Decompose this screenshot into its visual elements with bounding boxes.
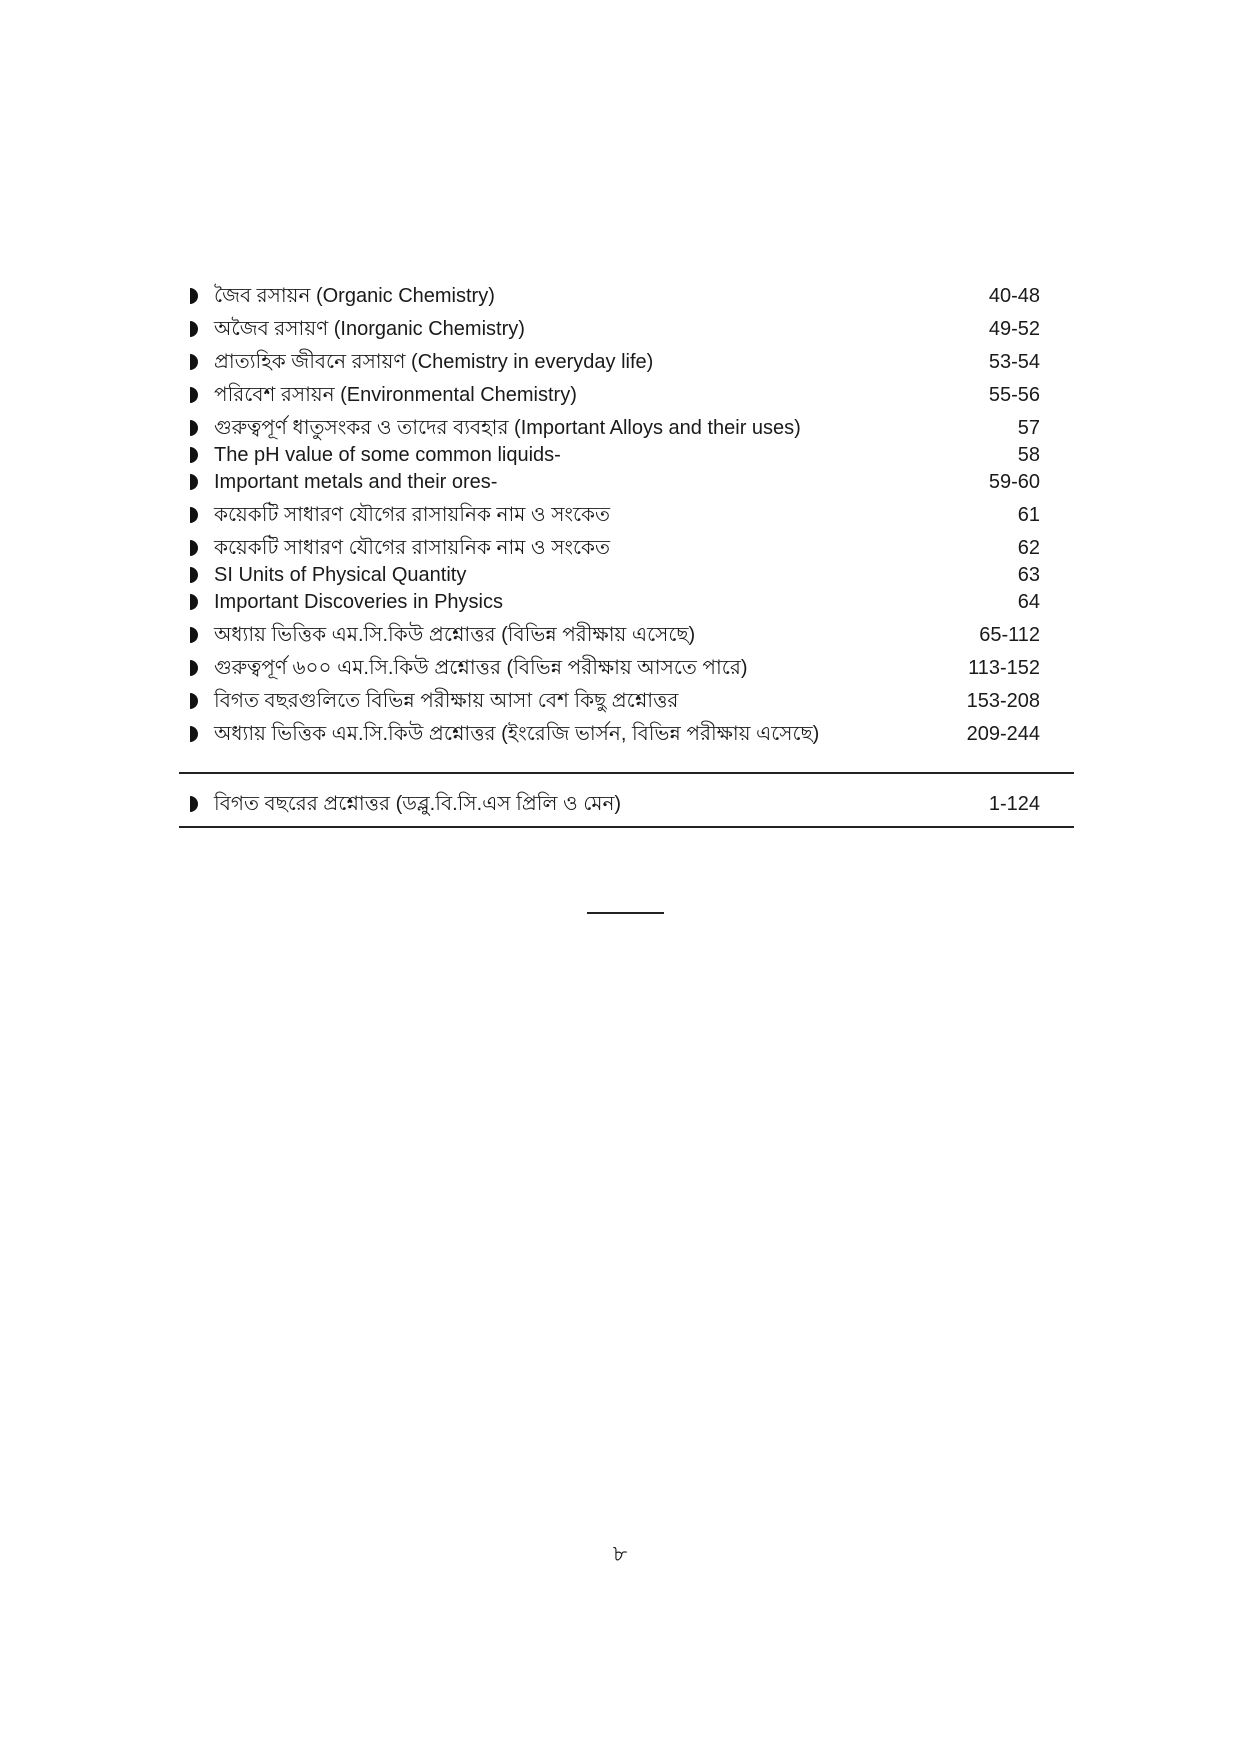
- table-of-contents: [190, 284, 1040, 755]
- half-circle-bullet-icon: [190, 354, 198, 370]
- toc-entry: [190, 722, 1040, 755]
- toc-entry: [190, 383, 1040, 416]
- half-circle-bullet-icon: [190, 321, 198, 337]
- toc-entry: [190, 284, 1040, 317]
- toc-entry-title: বিগত বছরগুলিতে বিভিন্ন পরীক্ষায় আসা বেশ কিছু প্রশ্নোত্তর: [214, 690, 679, 712]
- toc-entry: [190, 590, 1040, 623]
- toc-entry: [190, 563, 1040, 590]
- half-circle-bullet-icon: [190, 567, 198, 583]
- toc-entry: [190, 443, 1040, 470]
- toc-entry: [190, 350, 1040, 383]
- toc-entry: [190, 503, 1040, 536]
- toc-entry-pages: 55-56: [988, 384, 1040, 406]
- toc-entry-title: গুরুত্বপূর্ণ ৬০০ এম.সি.কিউ প্রশ্নোত্তর (বিভিন্ন পরীক্ষায় আসতে পারে): [214, 657, 748, 679]
- toc-entry-title: অধ্যায় ভিত্তিক এম.সি.কিউ প্রশ্নোত্তর (বিভিন্ন পরীক্ষায় এসেছে): [214, 624, 696, 646]
- half-circle-bullet-icon: [190, 540, 198, 556]
- half-circle-bullet-icon: [190, 447, 198, 463]
- toc-entry: [190, 792, 1040, 825]
- toc-entry-title: প্রাত্যহিক জীবনে রসায়ণ (Chemistry in everyday life): [214, 351, 654, 373]
- toc-entry-pages: 40-48: [988, 285, 1040, 307]
- toc-entry: [190, 656, 1040, 689]
- toc-entry-pages: 59-60: [988, 471, 1040, 493]
- toc-entry-pages: 113-152: [968, 657, 1040, 679]
- toc-entry-title: The pH value of some common liquids-: [214, 444, 561, 466]
- toc-entry-title: পরিবেশ রসায়ন (Environmental Chemistry): [214, 384, 577, 406]
- half-circle-bullet-icon: [190, 387, 198, 403]
- page-number: ৮: [612, 1541, 628, 1566]
- toc-footer-section: [190, 792, 1040, 825]
- toc-entry-title: জৈব রসায়ন (Organic Chemistry): [214, 285, 495, 307]
- toc-entry: [190, 317, 1040, 350]
- half-circle-bullet-icon: [190, 507, 198, 523]
- toc-entry: [190, 416, 1040, 443]
- toc-entry-title: Important Discoveries in Physics: [214, 591, 503, 613]
- toc-entry-pages: 153-208: [966, 690, 1040, 712]
- half-circle-bullet-icon: [190, 796, 198, 812]
- half-circle-bullet-icon: [190, 726, 198, 742]
- toc-entry-title: Important metals and their ores-: [214, 471, 498, 493]
- half-circle-bullet-icon: [190, 288, 198, 304]
- section-divider-bottom: [179, 826, 1074, 828]
- toc-entry: [190, 536, 1040, 563]
- toc-entry-title: SI Units of Physical Quantity: [214, 564, 467, 586]
- toc-entry-pages: 64: [1017, 591, 1040, 613]
- half-circle-bullet-icon: [190, 693, 198, 709]
- toc-entry-pages: 65-112: [979, 624, 1040, 646]
- toc-entry-pages: 49-52: [988, 318, 1040, 340]
- toc-entry: [190, 689, 1040, 722]
- half-circle-bullet-icon: [190, 627, 198, 643]
- toc-entry: [190, 470, 1040, 503]
- toc-entry-pages: 57: [1017, 417, 1040, 439]
- toc-entry-title: কয়েকটি সাধারণ যৌগের রাসায়নিক নাম ও সংকেত: [214, 504, 611, 526]
- toc-entry-pages: 58: [1017, 444, 1040, 466]
- section-divider-top: [179, 772, 1074, 774]
- toc-entry-title: অজৈব রসায়ণ (Inorganic Chemistry): [214, 318, 525, 340]
- toc-entry-pages: 1-124: [988, 793, 1040, 815]
- toc-entry-pages: 61: [1017, 504, 1040, 526]
- half-circle-bullet-icon: [190, 594, 198, 610]
- half-circle-bullet-icon: [190, 474, 198, 490]
- toc-entry-pages: 62: [1017, 537, 1040, 559]
- half-circle-bullet-icon: [190, 420, 198, 436]
- toc-entry-title: কয়েকটি সাধারণ যৌগের রাসায়নিক নাম ও সংকেত: [214, 537, 611, 559]
- toc-entry-pages: 53-54: [988, 351, 1040, 373]
- end-separator-line: [587, 912, 664, 914]
- half-circle-bullet-icon: [190, 660, 198, 676]
- toc-entry-title: গুরুত্বপূর্ণ ধাতুসংকর ও তাদের ব্যবহার (Important Alloys and their uses): [214, 417, 801, 439]
- toc-entry-title: বিগত বছরের প্রশ্নোত্তর (ডব্লু.বি.সি.এস প্রিলি ও মেন): [214, 793, 622, 815]
- toc-entry: [190, 623, 1040, 656]
- toc-entry-pages: 63: [1017, 564, 1040, 586]
- toc-entry-title: অধ্যায় ভিত্তিক এম.সি.কিউ প্রশ্নোত্তর (ইংরেজি ভার্সন, বিভিন্ন পরীক্ষায় এসেছে): [214, 723, 820, 745]
- toc-entry-pages: 209-244: [966, 723, 1040, 745]
